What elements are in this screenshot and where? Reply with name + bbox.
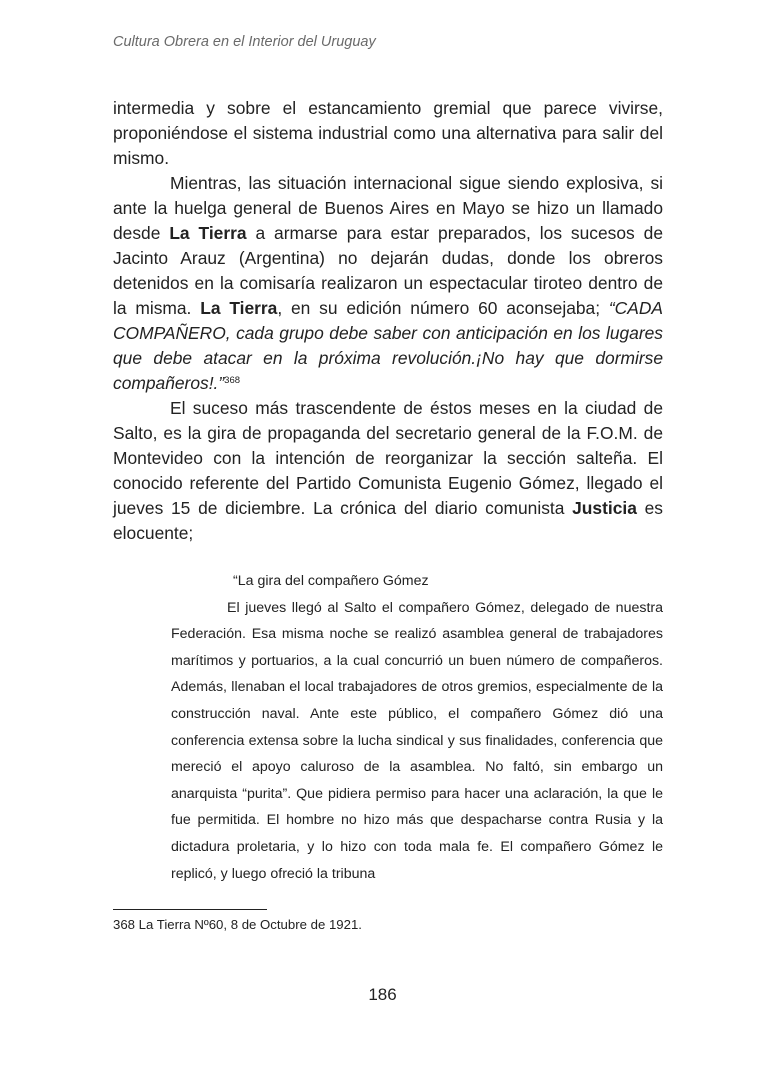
newspaper-name-la-tierra: La Tierra bbox=[169, 223, 247, 243]
paragraph-3 bbox=[113, 396, 663, 546]
body-text bbox=[113, 96, 663, 546]
footnote-reference: 368 bbox=[224, 375, 241, 386]
paragraph-3-text-2: es elocuente; bbox=[113, 498, 664, 543]
page-number: 186 bbox=[368, 985, 397, 1004]
footnote-divider bbox=[113, 909, 267, 910]
paragraph-3-text-1: El suceso más trascendente de éstos meses en la ciudad de Salto, es la gira de propaganda del secretario general de la F.O.M. de Montevideo con la intención de reorganizar la sección salteña. El conocido referente del Partido Comunista Eugenio Gómez, llegado el jueves 15 de diciembre. La crónica del diario comunista bbox=[113, 398, 663, 518]
paragraph-1: intermedia y sobre el estancamiento gremial que parece vivirse, proponiéndose el sistema industrial como una alternativa para salir del mismo. bbox=[113, 98, 663, 168]
block-quote bbox=[171, 568, 663, 887]
quote-body: El jueves llegó al Salto el compañero Gómez, delegado de nuestra Federación. Esa misma noche se realizó asamblea general de trabajadores marítimos y portuarios, a la cual concurrió un buen número de compañeros. Además, llenaban el local trabajadores de otros gremios, especialmente de la construcción naval. Ante este público, el compañero Gómez dió una conferencia extensa sobre la lucha sindical y sus finalidades, conferencia que mereció el apoyo caluroso de la asamblea. No faltó, sin embargo un anarquista “purita”. Que pidiera permiso para hacer una aclaración, la que le fue permitida. El hombre no hizo más que despacharse contra Rusia y la dictadura proletaria, y lo hizo con toda mala fe. El compañero Gómez le replicó, y luego ofreció la tribuna bbox=[171, 599, 663, 882]
quoted-call: “CADA COMPAÑERO, cada grupo debe saber con anticipación en los lugares que debe atacar en la próxima revolución.¡No hay que dormirse compañeros!.” bbox=[113, 298, 663, 393]
paragraph-2 bbox=[113, 171, 663, 396]
quote-title: “La gira del compañero Gómez bbox=[233, 573, 429, 589]
footnote: 368 La Tierra Nº60, 8 de Octubre de 1921. bbox=[113, 917, 362, 932]
paragraph-2-text-3: , en su edición número 60 aconsejaba; bbox=[277, 298, 609, 318]
running-header: Cultura Obrera en el Interior del Uruguay bbox=[113, 34, 376, 50]
newspaper-name-justicia: Justicia bbox=[572, 498, 637, 518]
paragraph-2-text-1: Mientras, las situación internacional sigue siendo explosiva, si ante la huelga general de Buenos Aires en Mayo se hizo un llamado desde bbox=[113, 173, 663, 243]
newspaper-name-la-tierra-2: La Tierra bbox=[200, 298, 278, 318]
paragraph-2-text-2: a armarse para estar preparados, los sucesos de Jacinto Arauz (Argentina) no dejarán dudas, donde los obreros detenidos en la comisaría realizaron un espectacular tiroteo dentro de la misma. bbox=[113, 223, 663, 318]
